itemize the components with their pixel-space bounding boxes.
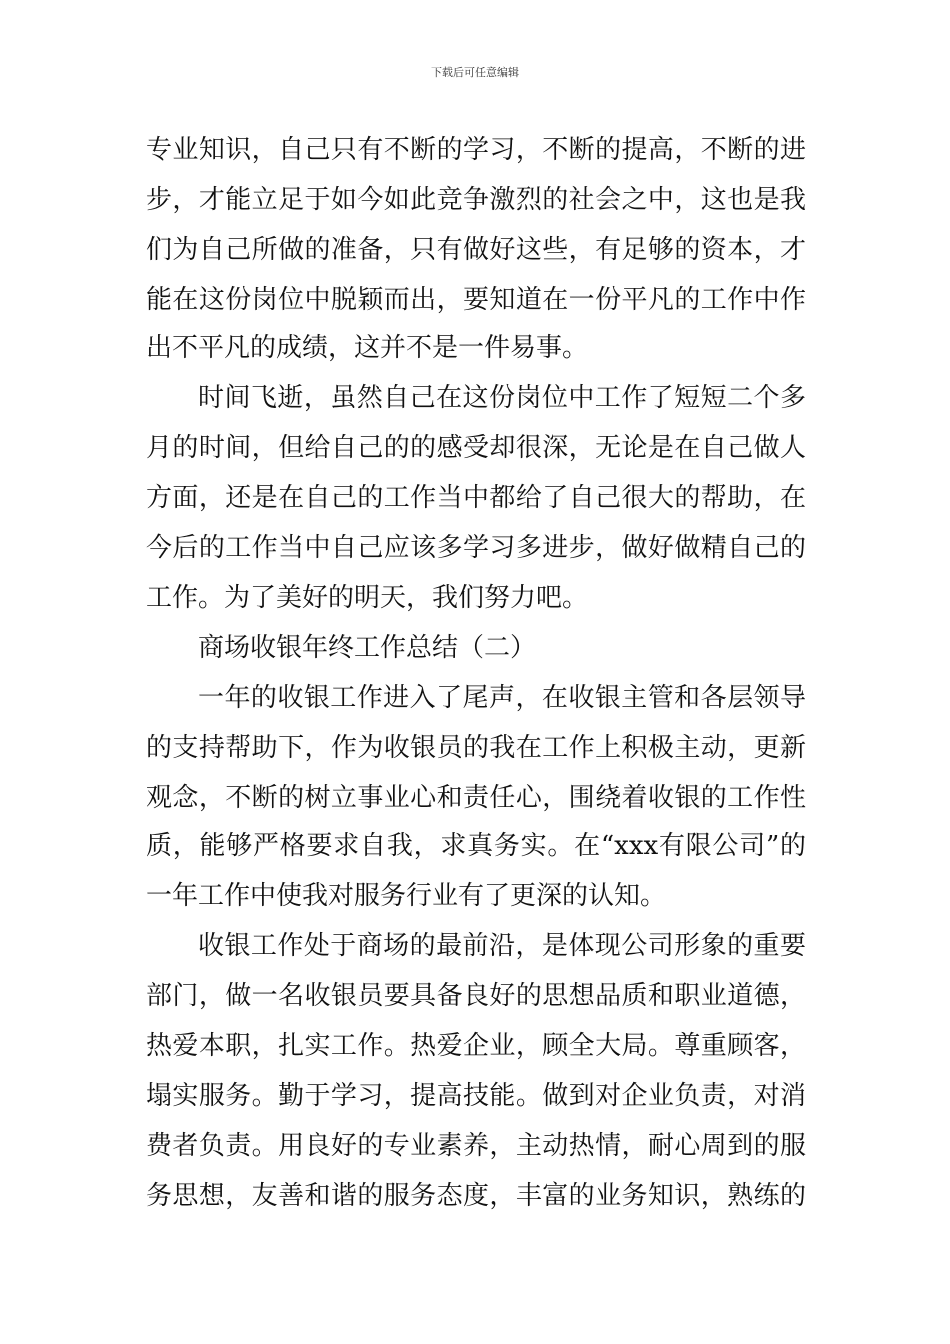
text-line: 部门，做一名收银员要具备良好的思想品质和职业道德， xyxy=(146,981,806,1011)
text-line: 收银工作处于商场的最前沿，是体现公司形象的重要 xyxy=(198,931,806,961)
text-line: 能在这份岗位中脱颖而出，要知道在一份平凡的工作中作 xyxy=(146,285,806,315)
text-line: 塌实服务。勤于学习，提高技能。做到对企业负责，对消 xyxy=(146,1081,806,1111)
section-title: 商场收银年终工作总结（二） xyxy=(198,633,537,663)
text-line: 今后的工作当中自己应该多学习多进步，做好做精自己的 xyxy=(146,533,806,563)
text-line: 工作。为了美好的明天，我们努力吧。 xyxy=(146,583,589,613)
text-line: 费者负责。用良好的专业素养，主动热情，耐心周到的服 xyxy=(146,1131,806,1161)
text-line: 专业知识，自己只有不断的学习，不断的提高，不断的进 xyxy=(146,135,806,165)
text-line: 观念，不断的树立事业心和责任心，围绕着收银的工作性 xyxy=(146,783,806,813)
text-line: 质，能够严格要求自我，求真务实。在“xxx有限公司”的 xyxy=(146,831,806,861)
page-header: 下载后可任意编辑 xyxy=(431,66,519,79)
text-line: 热爱本职，扎实工作。热爱企业，顾全大局。尊重顾客， xyxy=(146,1031,806,1061)
text-line: 时间飞逝，虽然自己在这份岗位中工作了短短二个多 xyxy=(198,383,806,413)
text-line: 步，才能立足于如今如此竞争激烈的社会之中，这也是我 xyxy=(146,185,806,215)
text-line: 务思想，友善和谐的服务态度，丰富的业务知识，熟练的 xyxy=(146,1181,806,1211)
text-line: 们为自己所做的准备，只有做好这些，有足够的资本，才 xyxy=(146,235,806,265)
text-line: 出不平凡的成绩，这并不是一件易事。 xyxy=(146,333,589,363)
text-line: 月的时间，但给自己的的感受却很深，无论是在自己做人 xyxy=(146,433,806,463)
text-line: 的支持帮助下，作为收银员的我在工作上积极主动，更新 xyxy=(146,733,806,763)
text-line: 一年工作中使我对服务行业有了更深的认知。 xyxy=(146,881,667,911)
text-line: 方面，还是在自己的工作当中都给了自己很大的帮助，在 xyxy=(146,483,806,513)
text-line: 一年的收银工作进入了尾声，在收银主管和各层领导 xyxy=(198,683,806,713)
